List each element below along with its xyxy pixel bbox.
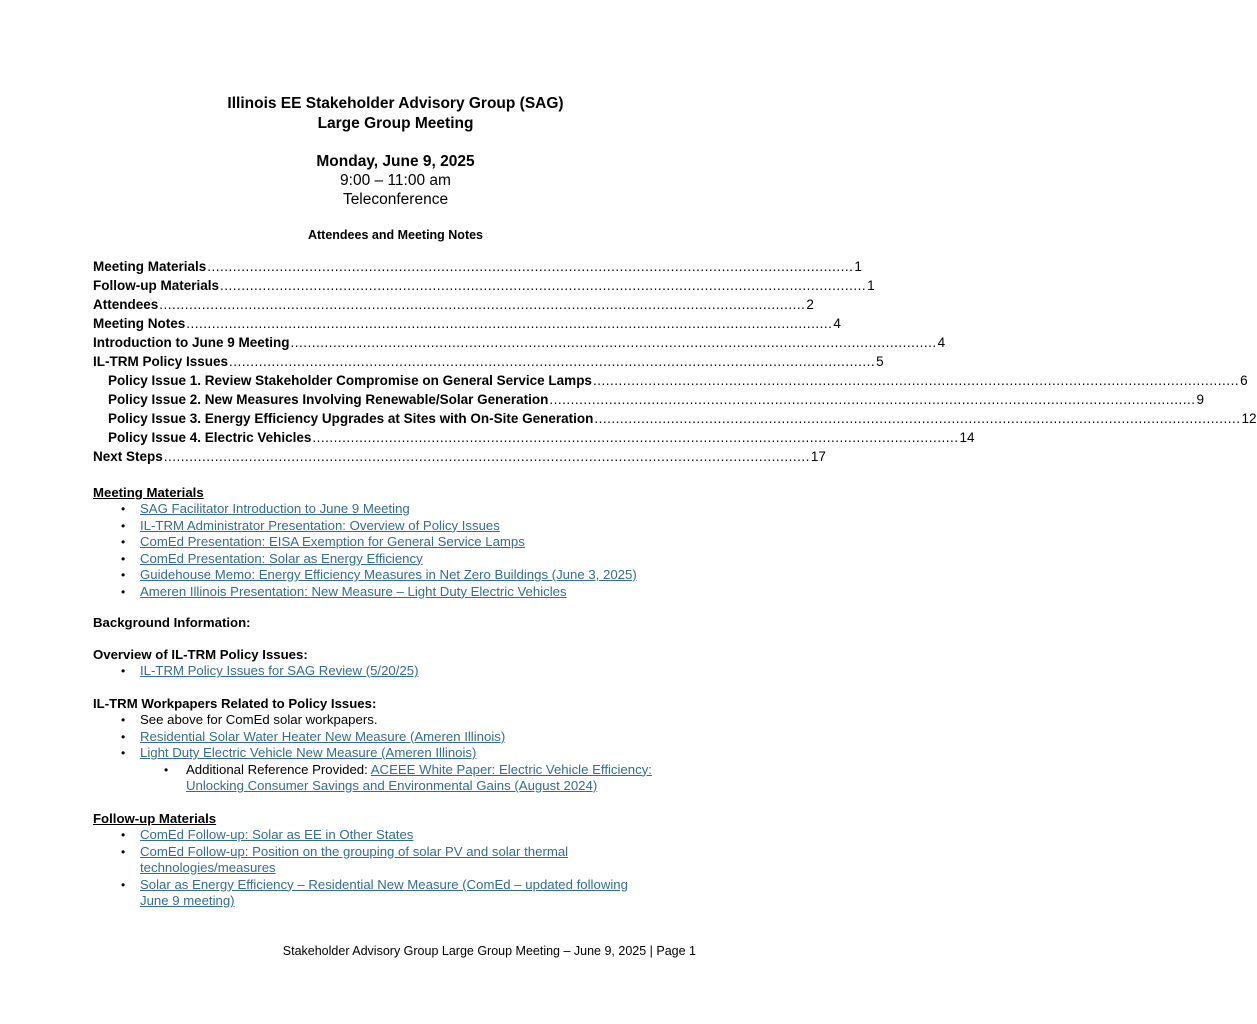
overview-list	[93, 663, 703, 680]
document-subtitle: Large Group Meeting	[317, 115, 474, 132]
followup-link-cont[interactable]: technologies/measures	[140, 860, 276, 875]
policy-issues-link[interactable]: IL-TRM Policy Issues for SAG Review (5/20/25)	[140, 663, 419, 678]
toc-entry[interactable]: IL-TRM Policy Issues ........................................................................................................................................................ 5	[93, 354, 884, 369]
table-of-contents	[93, 259, 1257, 468]
toc-entry[interactable]: Policy Issue 2. New Measures Involving Renewable/Solar Generation ........................................................................................................................................................ 9	[108, 392, 1205, 407]
meeting-materials-section	[93, 484, 703, 600]
list-item	[93, 551, 703, 568]
toc-entry[interactable]: Policy Issue 4. Electric Vehicles ........................................................................................................................................................ 14	[108, 430, 975, 445]
aceee-link-cont[interactable]: Unlocking Consumer Savings and Environmental Gains (August 2024)	[186, 778, 598, 793]
toc-entry[interactable]: Policy Issue 1. Review Stakeholder Compromise on General Service Lamps ........................................................................................................................................................ 6	[108, 373, 1248, 388]
section-heading: IL-TRM Workpapers Related to Policy Issues:	[93, 696, 377, 711]
document-title: Illinois EE Stakeholder Advisory Group (SAG)	[227, 95, 564, 112]
list-item	[93, 729, 703, 746]
material-link[interactable]: Guidehouse Memo: Energy Efficiency Measures in Net Zero Buildings (June 3, 2025)	[140, 567, 637, 582]
section-heading: Background Information:	[93, 615, 251, 630]
overview-section	[93, 646, 703, 680]
additional-reference-label: Additional Reference Provided:	[186, 761, 371, 777]
toc-entry[interactable]: Meeting Notes ........................................................................................................................................................ 4	[93, 316, 841, 331]
toc-entry[interactable]: Meeting Materials ........................................................................................................................................................ 1	[93, 259, 862, 274]
workpapers-section	[93, 695, 703, 795]
followup-link-cont[interactable]: June 9 meeting)	[140, 893, 235, 908]
workpaper-link[interactable]: Residential Solar Water Heater New Measure (Ameren Illinois)	[140, 728, 506, 744]
aceee-link[interactable]: ACEEE White Paper: Electric Vehicle Efficiency:	[370, 761, 652, 777]
list-item	[93, 534, 703, 551]
page-footer: Stakeholder Advisory Group Large Group Meeting – June 9, 2025 | Page 1	[282, 944, 696, 958]
section-heading: Follow-up Materials	[93, 811, 217, 826]
section-heading: Meeting Materials	[93, 485, 204, 500]
notes-heading: Attendees and Meeting Notes	[307, 228, 484, 242]
section-heading: Overview of IL-TRM Policy Issues:	[93, 647, 308, 662]
material-link[interactable]: SAG Facilitator Introduction to June 9 Meeting	[140, 501, 410, 516]
workpaper-link[interactable]: Light Duty Electric Vehicle New Measure (Ameren Illinois)	[140, 745, 477, 760]
followup-list	[93, 827, 703, 910]
toc-entry[interactable]: Next Steps ........................................................................................................................................................ 17	[93, 449, 826, 464]
workpapers-list	[93, 712, 703, 795]
list-item	[93, 762, 703, 795]
material-link[interactable]: Ameren Illinois Presentation: New Measure – Light Duty Electric Vehicles	[140, 583, 567, 599]
background-heading	[93, 614, 703, 631]
workpapers-note: See above for ComEd solar workpapers.	[140, 712, 378, 727]
material-link[interactable]: IL-TRM Administrator Presentation: Overview of Policy Issues	[140, 517, 500, 533]
followup-link[interactable]: ComEd Follow-up: Position on the grouping of solar PV and solar thermal	[140, 843, 569, 859]
followup-link[interactable]: Solar as Energy Efficiency – Residential New Measure (ComEd – updated following	[140, 876, 628, 892]
list-item	[93, 745, 703, 762]
list-item	[93, 584, 703, 601]
toc-entry[interactable]: Introduction to June 9 Meeting ........................................................................................................................................................ 4	[93, 335, 946, 350]
list-item	[93, 827, 703, 844]
toc-entry[interactable]: Follow-up Materials ........................................................................................................................................................ 1	[93, 278, 875, 293]
list-item	[93, 844, 703, 877]
meeting-date: Monday, June 9, 2025	[316, 153, 475, 170]
meeting-materials-list	[93, 501, 703, 600]
toc-entry[interactable]: Policy Issue 3. Energy Efficiency Upgrades at Sites with On-Site Generation ........................................................................................................................................................ 12	[108, 411, 1257, 426]
material-link[interactable]: ComEd Presentation: Solar as Energy Efficiency	[140, 550, 423, 566]
list-item	[93, 712, 703, 729]
list-item	[93, 518, 703, 535]
list-item	[93, 877, 703, 910]
toc-entry[interactable]: Attendees ........................................................................................................................................................ 2	[93, 297, 814, 312]
list-item	[93, 567, 703, 584]
material-link[interactable]: ComEd Presentation: EISA Exemption for General Service Lamps	[140, 534, 525, 549]
meeting-time: 9:00 – 11:00 am	[340, 172, 451, 189]
list-item	[93, 663, 703, 680]
meeting-location: Teleconference	[342, 191, 449, 208]
list-item	[93, 501, 703, 518]
followup-link[interactable]: ComEd Follow-up: Solar as EE in Other States	[140, 827, 414, 842]
followup-section	[93, 810, 703, 910]
